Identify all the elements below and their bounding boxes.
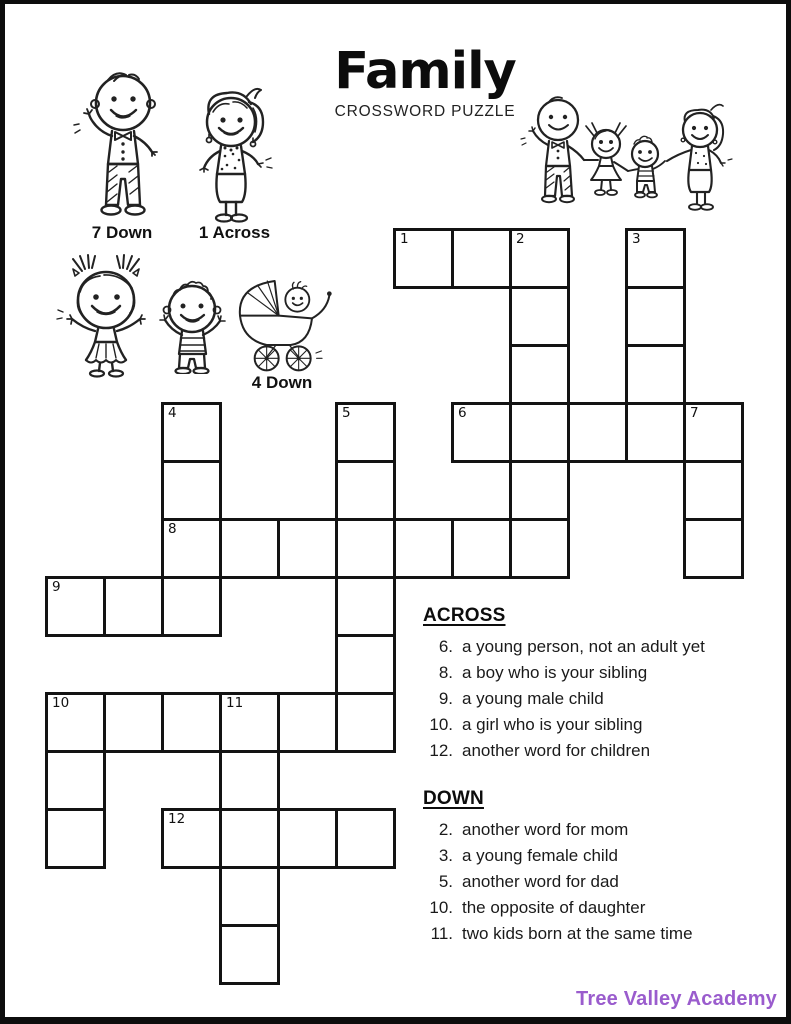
crossword-cell[interactable]	[335, 460, 396, 521]
clue-item	[423, 634, 763, 660]
crossword-cell[interactable]	[625, 286, 686, 347]
down-heading: DOWN	[423, 788, 484, 809]
cell-number: 6	[458, 405, 467, 421]
crossword-cell[interactable]	[335, 576, 396, 637]
clue-text: a young female child	[462, 845, 618, 865]
cell-number: 10	[52, 695, 70, 711]
crossword-cell[interactable]	[683, 518, 744, 579]
clue-item	[423, 712, 763, 738]
clue-number: 8.	[438, 662, 453, 682]
clue-number: 12.	[429, 740, 453, 760]
dad-illustration	[72, 62, 172, 222]
crossword-cell[interactable]	[103, 692, 164, 753]
crossword-cell[interactable]	[45, 692, 106, 753]
crossword-cell[interactable]	[509, 286, 570, 347]
clue-item	[423, 921, 763, 947]
clue-item	[423, 869, 763, 895]
crossword-cell[interactable]	[335, 402, 396, 463]
crossword-cell[interactable]	[683, 460, 744, 521]
cell-number: 1	[400, 231, 409, 247]
clue-text: the opposite of daughter	[462, 897, 646, 917]
cell-number: 3	[632, 231, 641, 247]
crossword-cell[interactable]	[683, 402, 744, 463]
crossword-cell[interactable]	[219, 750, 280, 811]
clue-text: two kids born at the same time	[462, 923, 693, 943]
crossword-cell[interactable]	[625, 344, 686, 405]
crossword-cell[interactable]	[393, 518, 454, 579]
clue-number: 10.	[429, 897, 453, 917]
clue-text: a young male child	[462, 688, 604, 708]
cell-number: 7	[690, 405, 699, 421]
clue-number: 10.	[429, 714, 453, 734]
crossword-cell[interactable]	[509, 228, 570, 289]
crossword-cell[interactable]	[161, 518, 222, 579]
crossword-cell[interactable]	[451, 518, 512, 579]
clue-text: a girl who is your sibling	[462, 714, 643, 734]
crossword-cell[interactable]	[335, 808, 396, 869]
crossword-cell[interactable]	[451, 402, 512, 463]
mom-picture-clue-label: 1 Across	[198, 223, 271, 242]
crossword-cell[interactable]	[219, 692, 280, 753]
crossword-cell[interactable]	[393, 228, 454, 289]
baby-picture-clue-label: 4 Down	[251, 373, 313, 392]
clue-item	[423, 660, 763, 686]
crossword-cell[interactable]	[103, 576, 164, 637]
crossword-cell[interactable]	[161, 808, 222, 869]
crossword-cell[interactable]	[335, 518, 396, 579]
clue-text: a boy who is your sibling	[462, 662, 648, 682]
crossword-cell[interactable]	[509, 344, 570, 405]
mom-illustration	[187, 78, 282, 223]
cell-number: 9	[52, 579, 61, 595]
crossword-cell[interactable]	[219, 866, 280, 927]
clue-text: another word for mom	[462, 820, 629, 839]
dad-picture-clue-label: 7 Down	[91, 223, 153, 242]
crossword-cell[interactable]	[219, 808, 280, 869]
cell-number: 11	[226, 695, 244, 711]
clue-text: a young person, not an adult yet	[462, 637, 705, 656]
across-clues-section	[423, 605, 763, 764]
down-clues-section	[423, 788, 763, 947]
crossword-cell[interactable]	[277, 808, 338, 869]
crossword-cell[interactable]	[277, 692, 338, 753]
crossword-cell[interactable]	[451, 228, 512, 289]
cell-number: 5	[342, 405, 351, 421]
clue-text: another word for dad	[462, 871, 619, 891]
crossword-cell[interactable]	[277, 518, 338, 579]
crossword-cell[interactable]	[45, 576, 106, 637]
page-subtitle: CROSSWORD PUZZLE	[334, 103, 516, 120]
crossword-cell[interactable]	[509, 460, 570, 521]
crossword-cell[interactable]	[625, 228, 686, 289]
clue-item	[423, 843, 763, 869]
clue-number: 5.	[438, 871, 453, 891]
crossword-cell[interactable]	[625, 402, 686, 463]
cell-number: 2	[516, 231, 525, 247]
clue-number: 6.	[438, 637, 453, 656]
cell-number: 8	[168, 521, 177, 537]
clue-text: another word for children	[462, 740, 651, 760]
clue-number: 3.	[438, 845, 453, 865]
crossword-cell[interactable]	[161, 576, 222, 637]
family-illustration	[518, 88, 756, 228]
clue-number: 2.	[438, 820, 453, 839]
clue-item	[423, 895, 763, 921]
clue-number: 11.	[430, 923, 453, 943]
crossword-cell[interactable]	[161, 402, 222, 463]
across-heading: ACROSS	[423, 605, 506, 626]
clue-item	[423, 738, 763, 764]
crossword-cell[interactable]	[335, 634, 396, 695]
crossword-cell[interactable]	[45, 808, 106, 869]
clue-item	[423, 817, 763, 843]
crossword-cell[interactable]	[161, 692, 222, 753]
cell-number: 4	[168, 405, 177, 421]
crossword-cell[interactable]	[509, 518, 570, 579]
clue-item	[423, 686, 763, 712]
page-title: Family	[334, 42, 516, 101]
crossword-cell[interactable]	[161, 460, 222, 521]
watermark: Tree Valley Academy	[576, 988, 777, 1010]
crossword-cell[interactable]	[219, 518, 280, 579]
crossword-cell[interactable]	[509, 402, 570, 463]
crossword-cell[interactable]	[219, 924, 280, 985]
crossword-cell[interactable]	[45, 750, 106, 811]
crossword-cell[interactable]	[335, 692, 396, 753]
cell-number: 12	[168, 811, 186, 827]
clue-number: 9.	[438, 688, 453, 708]
crossword-cell[interactable]	[567, 402, 628, 463]
